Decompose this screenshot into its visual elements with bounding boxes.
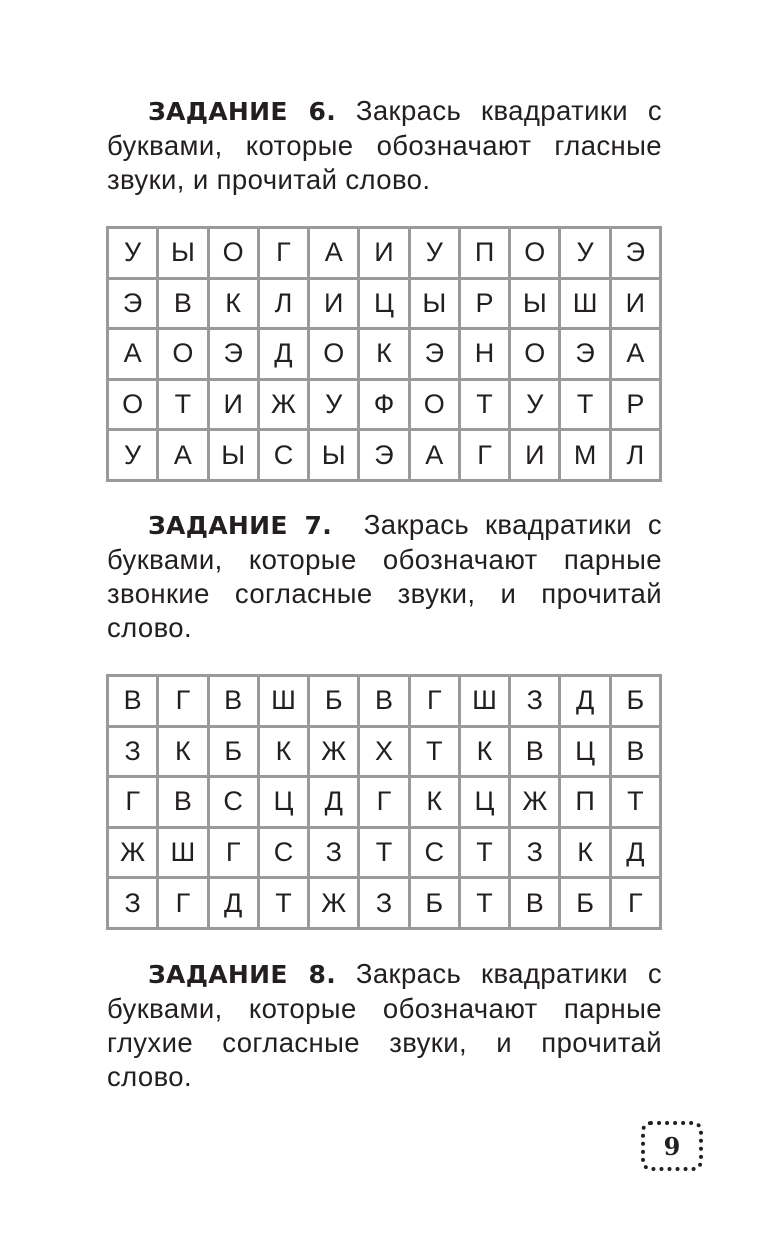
grid-cell[interactable]: Ф [360,381,407,429]
grid-cell[interactable]: Ж [511,778,558,826]
grid-cell[interactable]: Р [461,280,508,328]
grid-cell[interactable]: В [109,677,156,725]
grid-cell[interactable]: Т [461,829,508,877]
grid-cell[interactable]: Ш [260,677,307,725]
grid-cell[interactable]: В [360,677,407,725]
grid-cell[interactable]: З [310,829,357,877]
grid-cell[interactable]: Т [461,381,508,429]
grid-cell[interactable]: Л [612,431,659,479]
grid-cell[interactable]: Б [612,677,659,725]
grid-cell[interactable]: Э [109,280,156,328]
grid-cell[interactable]: Б [210,728,257,776]
grid-cell[interactable]: Б [411,879,458,927]
task-6 [107,94,662,197]
grid-cell[interactable]: П [461,229,508,277]
task-8 [107,957,662,1094]
grid-cell[interactable]: Г [159,879,206,927]
grid-cell[interactable]: У [561,229,608,277]
grid-cell[interactable]: Ы [310,431,357,479]
grid-cell[interactable]: Ш [461,677,508,725]
task-6-label: ЗАДАНИЕ 6. [148,97,337,126]
grid-cell[interactable]: Э [612,229,659,277]
grid-cell[interactable]: О [109,381,156,429]
grid-cell[interactable]: С [411,829,458,877]
grid-cell[interactable]: К [561,829,608,877]
grid-cell[interactable]: С [210,778,257,826]
task-8-label: ЗАДАНИЕ 8. [148,960,337,989]
grid-cell[interactable]: И [310,280,357,328]
grid-cell[interactable]: Ы [511,280,558,328]
grid-cell[interactable]: К [159,728,206,776]
grid-cell[interactable]: Г [260,229,307,277]
task-7 [107,508,662,645]
grid-cell[interactable]: К [411,778,458,826]
grid-cell[interactable]: Г [159,677,206,725]
grid-cell[interactable]: А [109,330,156,378]
grid-cell[interactable]: Т [159,381,206,429]
grid-cell[interactable]: Т [411,728,458,776]
grid-cell[interactable]: О [310,330,357,378]
grid-cell[interactable]: Ж [310,879,357,927]
grid-cell[interactable]: З [360,879,407,927]
task-8-text: Закрась квадратики с буквами, которые обозначают парные глухие согласные звуки, и прочитай слово. [107,958,662,1092]
grid-cell[interactable]: И [360,229,407,277]
grid-cell[interactable]: И [612,280,659,328]
grid-cell[interactable]: З [109,728,156,776]
grid-cell[interactable]: В [159,280,206,328]
grid-cell[interactable]: Ш [159,829,206,877]
grid-cell[interactable]: С [260,829,307,877]
task-7-text: Закрась квадратики с буквами, которые обозначают парные звонкие согласные звуки, и прочитай слово. [107,509,662,643]
grid-cell[interactable]: Т [461,879,508,927]
grid-cell[interactable]: Б [310,677,357,725]
grid-cell[interactable]: Т [260,879,307,927]
grid-cell[interactable]: З [511,829,558,877]
letter-grid-6 [106,226,662,482]
grid-cell[interactable]: У [310,381,357,429]
grid-cell[interactable]: А [159,431,206,479]
grid-cell[interactable]: З [109,879,156,927]
grid-cell[interactable]: Р [612,381,659,429]
grid-cell[interactable]: У [109,431,156,479]
grid-cell[interactable]: Ж [310,728,357,776]
grid-cell[interactable]: И [210,381,257,429]
grid-cell[interactable]: Л [260,280,307,328]
grid-cell[interactable]: О [159,330,206,378]
grid-cell[interactable]: А [411,431,458,479]
grid-cell[interactable]: Д [210,879,257,927]
grid-cell[interactable]: Ш [561,280,608,328]
grid-cell[interactable]: И [511,431,558,479]
grid-cell[interactable]: Г [612,879,659,927]
grid-cell[interactable]: Э [360,431,407,479]
grid-cell[interactable]: Г [461,431,508,479]
grid-cell[interactable]: Э [210,330,257,378]
grid-cell[interactable]: С [260,431,307,479]
grid-cell[interactable]: З [511,677,558,725]
grid-cell[interactable]: У [109,229,156,277]
grid-cell[interactable]: Т [561,381,608,429]
grid-cell[interactable]: О [511,330,558,378]
grid-cell[interactable]: Г [210,829,257,877]
grid-cell[interactable]: У [411,229,458,277]
letter-grid-7 [106,674,662,930]
grid-cell[interactable]: Ж [260,381,307,429]
grid-cell[interactable]: К [260,728,307,776]
grid-cell[interactable]: Н [461,330,508,378]
grid-cell[interactable]: Э [411,330,458,378]
grid-cell[interactable]: Д [260,330,307,378]
grid-cell[interactable]: А [612,330,659,378]
grid-cell[interactable]: Ы [411,280,458,328]
grid-cell[interactable]: К [210,280,257,328]
grid-cell[interactable]: К [360,330,407,378]
grid-cell[interactable]: П [561,778,608,826]
grid-cell[interactable]: В [612,728,659,776]
grid-cell[interactable]: Д [310,778,357,826]
grid-cell[interactable]: О [210,229,257,277]
grid-cell[interactable]: Ы [159,229,206,277]
grid-cell[interactable]: Г [109,778,156,826]
grid-cell[interactable]: Б [561,879,608,927]
grid-cell[interactable]: Т [360,829,407,877]
grid-cell[interactable]: В [210,677,257,725]
grid-cell[interactable]: О [411,381,458,429]
grid-cell[interactable]: К [461,728,508,776]
grid-cell[interactable]: В [511,728,558,776]
grid-cell[interactable]: Т [612,778,659,826]
grid-cell[interactable]: В [511,879,558,927]
grid-cell[interactable]: Д [612,829,659,877]
grid-cell[interactable]: А [310,229,357,277]
grid-cell[interactable]: О [511,229,558,277]
grid-cell[interactable]: В [159,778,206,826]
page-number: 9 [641,1121,703,1171]
grid-cell[interactable]: Ц [561,728,608,776]
task-7-label: ЗАДАНИЕ 7. [148,511,333,540]
grid-cell[interactable]: Ц [360,280,407,328]
grid-cell[interactable]: Д [561,677,608,725]
grid-cell[interactable]: У [511,381,558,429]
grid-cell[interactable]: М [561,431,608,479]
grid-cell[interactable]: Г [360,778,407,826]
grid-cell[interactable]: Х [360,728,407,776]
grid-cell[interactable]: Ц [461,778,508,826]
grid-cell[interactable]: Э [561,330,608,378]
grid-cell[interactable]: Ж [109,829,156,877]
grid-cell[interactable]: Ц [260,778,307,826]
task-6-text: Закрась квадратики с буквами, которые обозначают гласные звуки, и прочитай слово. [107,95,662,195]
grid-cell[interactable]: Ы [210,431,257,479]
grid-cell[interactable]: Г [411,677,458,725]
